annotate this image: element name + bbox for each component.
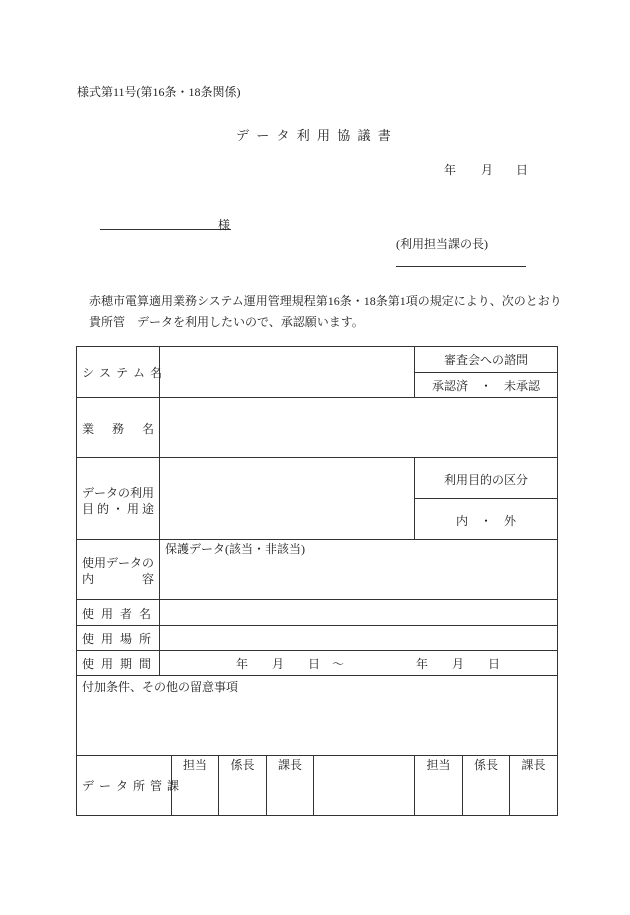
row-divider [76, 539, 557, 540]
row-divider [76, 599, 557, 600]
label-use-period: 使 用 期 間 [82, 657, 154, 671]
label-data-content-line1: 使用データの [82, 556, 155, 570]
label-purpose-category: 利用目的の区分 [443, 473, 528, 487]
label-data-dept: デ ー タ 所 管 課 [82, 779, 181, 793]
row-divider [76, 457, 557, 458]
stamp-chief-right: 係長 [473, 758, 498, 772]
col-divider [313, 755, 314, 815]
body-text-line2: 貴所管 データを利用したいので、承認願います。 [89, 315, 364, 329]
col-divider [159, 346, 160, 675]
table-border-right [557, 346, 558, 815]
sub-divider [414, 372, 557, 373]
label-data-content-2a: 内 [82, 572, 95, 586]
stamp-staff-left: 担当 [182, 758, 207, 772]
date-month: 月 [481, 163, 494, 177]
label-use-place: 使 用 場 所 [82, 632, 154, 646]
addressee-suffix: 様 [218, 218, 231, 232]
label-conditions: 付加条件、その他の留意事項 [82, 680, 239, 694]
label-business-name: 業 務 名 [82, 422, 158, 436]
table-border-left [76, 346, 77, 815]
stamp-staff-right: 担当 [426, 758, 451, 772]
page-title: デ ー タ 利 用 協 議 書 [236, 128, 393, 143]
table-border-top [76, 346, 557, 347]
label-purpose-line1: データの利用 [82, 486, 155, 500]
use-period-value[interactable]: 年 月 日 ～ 年 月 日 [236, 657, 501, 671]
label-purpose-line2: 目 的 ・ 用 途 [82, 502, 155, 516]
form-number: 様式第11号(第16条・18条関係) [77, 85, 241, 99]
label-user-name: 使 用 者 名 [82, 607, 154, 621]
date-day: 日 [516, 163, 529, 177]
review-options[interactable]: 承認済 ・ 未承認 [431, 379, 540, 393]
stamp-manager-left: 課長 [277, 758, 302, 772]
purpose-options[interactable]: 内 ・ 外 [455, 514, 516, 528]
applicant-label: (利用担当課の長) [396, 237, 488, 251]
table-border-bottom [76, 815, 558, 816]
row-divider [76, 397, 557, 398]
date-year: 年 [444, 163, 457, 177]
stamp-manager-right: 課長 [521, 758, 546, 772]
row-divider [76, 625, 557, 626]
protected-data-option[interactable]: 保護データ(該当・非該当) [165, 542, 305, 556]
sub-divider [414, 498, 557, 499]
label-system-name: シ ス テ ム 名 [82, 366, 164, 380]
applicant-signature-line [396, 266, 526, 267]
body-text-line1: 赤穂市電算適用業務システム運用管理規程第16条・18条第1項の規定により、次のとおり [89, 294, 562, 308]
stamp-chief-left: 係長 [230, 758, 255, 772]
row-divider [76, 650, 557, 651]
addressee-line [100, 229, 231, 230]
row-divider [76, 675, 557, 676]
label-data-content-2b: 容 [142, 572, 155, 586]
label-review-inquiry: 審査会への諮問 [443, 353, 528, 367]
